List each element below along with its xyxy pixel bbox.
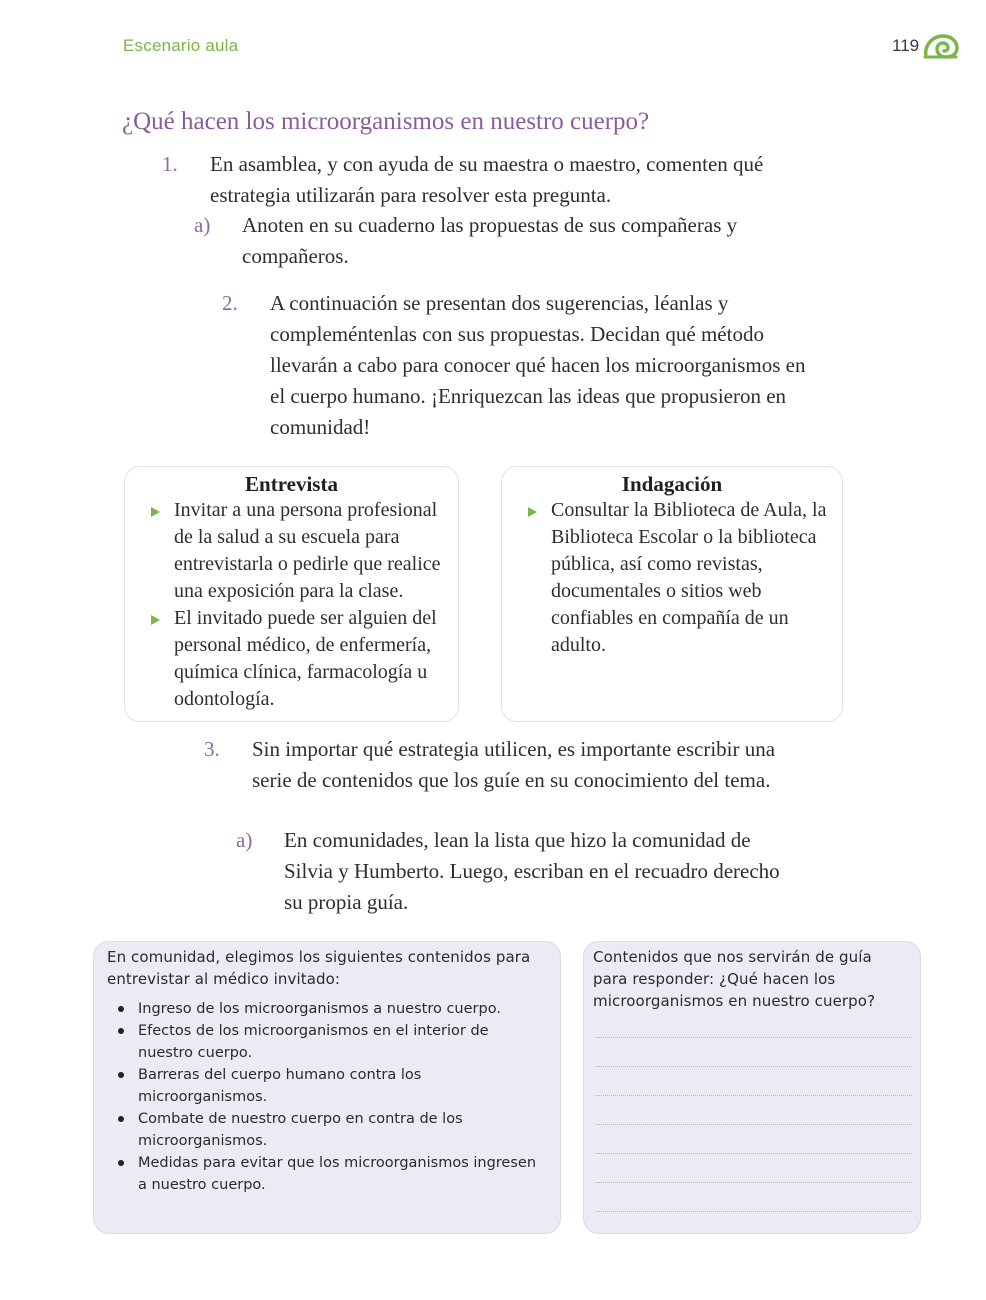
activity-3 xyxy=(204,734,788,796)
bullet-dot-icon xyxy=(118,1028,124,1034)
activity-text: Sin importar qué estrategia utilicen, es importante escribir una serie de contenidos que los guíe en su conocimiento del tema. xyxy=(252,737,776,792)
arrow-bullet-icon xyxy=(528,507,537,517)
activity-number: 3. xyxy=(204,737,220,761)
activity-text: En comunidades, lean la lista que hizo la comunidad de Silvia y Humberto. Luego, escriban en el recuadro derecho su propia guía. xyxy=(284,828,780,914)
bullet-dot-icon xyxy=(118,1160,124,1166)
writing-line[interactable] xyxy=(596,1211,912,1212)
writing-line[interactable] xyxy=(596,1153,912,1154)
writing-line[interactable] xyxy=(596,1066,912,1067)
research-card xyxy=(501,466,843,722)
list-item: Invitar a una persona profesional de la salud a su escuela para entrevistarla o pedirle que realice una exposición para la clase. xyxy=(125,497,458,605)
activity-2 xyxy=(222,288,806,443)
card-title: Entrevista xyxy=(245,472,338,496)
spiral-snail-icon xyxy=(922,30,960,62)
writing-line[interactable] xyxy=(596,1124,912,1125)
arrow-bullet-icon xyxy=(151,507,160,517)
page-number: 119 xyxy=(892,36,920,55)
activity-number: 2. xyxy=(222,291,238,315)
activity-text: En asamblea, y con ayuda de su maestra o maestro, comenten qué estrategia utilizarán para resolver esta pregunta. xyxy=(210,152,764,207)
writing-line[interactable] xyxy=(596,1095,912,1096)
bullet-dot-icon xyxy=(118,1072,124,1078)
activity-text: A continuación se presentan dos sugerencias, léanlas y compleméntenlas con sus propuestas. Decidan qué método llevarán a cabo para conocer qué hacen los microorganismos en el cuerpo humano. ¡Enriquezcan las ideas que propusieron en comunidad! xyxy=(270,291,806,439)
list-item: Barreras del cuerpo humano contra los microorganismos. xyxy=(94,1064,560,1108)
activity-text: Anoten en su cuaderno las propuestas de sus compañeras y compañeros. xyxy=(242,213,738,268)
list-item: El invitado puede ser alguien del personal médico, de enfermería, química clínica, farmacología u odontología. xyxy=(125,605,458,713)
bullet-dot-icon xyxy=(118,1116,124,1122)
activity-1 xyxy=(162,149,776,211)
activity-1a xyxy=(194,210,778,272)
card-title: Indagación xyxy=(621,472,723,496)
list-item: Consultar la Biblioteca de Aula, la Biblioteca Escolar o la biblioteca pública, así como revistas, documentales o sitios web confiables en compañía de un adulto. xyxy=(502,497,842,659)
writing-line[interactable] xyxy=(596,1182,912,1183)
list-item: Ingreso de los microorganismos a nuestro cuerpo. xyxy=(94,998,560,1020)
arrow-bullet-icon xyxy=(151,615,160,625)
question-title: ¿Qué hacen los microorganismos en nuestro cuerpo? xyxy=(122,108,650,135)
activity-number: 1. xyxy=(162,152,178,176)
interview-card xyxy=(124,466,459,722)
box-heading: Contenidos que nos servirán de guía para responder: ¿Qué hacen los microorganismos en nuestro cuerpo? xyxy=(593,948,876,1010)
box-heading: En comunidad, elegimos los siguientes contenidos para entrevistar al médico invitado: xyxy=(107,948,531,988)
bullet-dot-icon xyxy=(118,1006,124,1012)
list-item: Efectos de los microorganismos en el interior de nuestro cuerpo. xyxy=(94,1020,560,1064)
list-item: Medidas para evitar que los microorganismos ingresen a nuestro cuerpo. xyxy=(94,1152,560,1196)
writing-lines[interactable] xyxy=(596,1037,912,1240)
activity-3a xyxy=(236,825,780,918)
example-contents-box xyxy=(93,941,561,1234)
section-label: Escenario aula xyxy=(123,36,239,55)
activity-letter: a) xyxy=(236,828,253,852)
activity-letter: a) xyxy=(194,213,211,237)
list-item: Combate de nuestro cuerpo en contra de los microorganismos. xyxy=(94,1108,560,1152)
writing-line[interactable] xyxy=(596,1037,912,1038)
